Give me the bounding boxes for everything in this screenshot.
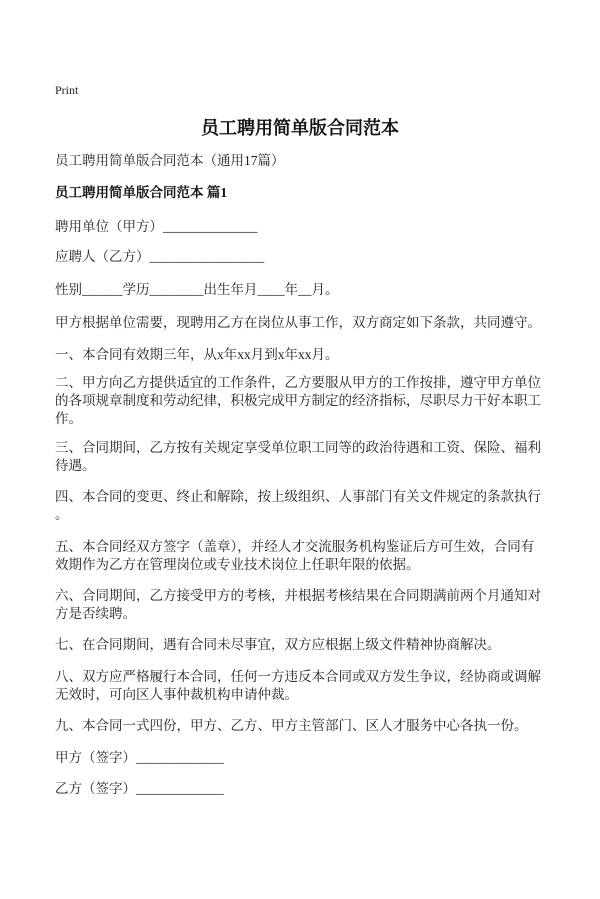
- document-title: 员工聘用简单版合同范本: [201, 118, 399, 138]
- clause-2: [55, 374, 541, 428]
- clause-line: 六、合同期间，乙方接受甲方的考核，并根据考核结果在合同期满前两个月通知对: [55, 588, 541, 603]
- clause-line: 。: [55, 507, 69, 522]
- clause-line: 效期作为乙方在管理岗位或专业技术岗位上任职年限的依据。: [55, 557, 420, 572]
- section-heading: 员工聘用简单版合同范本 篇1: [55, 185, 228, 200]
- clause-line: 九、本合同一式四份，甲方、乙方、甲方主管部门、区人才服务中心各执一份。: [55, 718, 528, 733]
- intro-paragraph: 甲方根据单位需要，现聘用乙方在岗位从事工作，双方商定如下条款，共同遵守。: [55, 315, 541, 330]
- clause-line: 三、合同期间，乙方按有关规定享受单位职工同等的政治待遇和工资、保险、福利: [55, 440, 541, 455]
- personal-info-line: 性别______学历________出生年月____年__月。: [55, 282, 339, 297]
- clause-line: 四、本合同的变更、终止和解除，按上级组织、人事部门有关文件规定的条款执行: [55, 489, 541, 504]
- clause-line: 一、本合同有效期三年，从x年xx月到x年xx月。: [55, 347, 339, 362]
- clause-4: [55, 488, 541, 524]
- employer-field-line: 聘用单位（甲方）______________: [55, 219, 258, 234]
- clause-line: 无效时，可向区人事仲裁机构申请仲裁。: [55, 687, 298, 702]
- clause-line: 方是否续聘。: [55, 606, 136, 621]
- clause-line: 待遇。: [55, 458, 96, 473]
- document-subtitle: 员工聘用简单版合同范本（通用17篇）: [55, 153, 285, 168]
- clause-line: 二、甲方向乙方提供适宜的工作条件，乙方要服从甲方的工作按排，遵守甲方单位: [55, 375, 541, 390]
- clause-8: [55, 668, 541, 704]
- clause-6: [55, 587, 541, 623]
- clause-1: [55, 346, 339, 364]
- clause-line: 五、本合同经双方签字（盖章），并经人才交流服务机构鉴证后方可生效，合同有: [55, 539, 535, 554]
- clause-3: [55, 439, 541, 475]
- print-link[interactable]: Print: [55, 83, 79, 97]
- party-a-signature-line: 甲方（签字）_____________: [55, 750, 224, 765]
- applicant-field-line: 应聘人（乙方）_________________: [55, 249, 265, 264]
- clause-line: 八、双方应严格履行本合同，任何一方违反本合同或双方发生争议，经协商或调解: [55, 669, 541, 684]
- clause-9: [55, 717, 528, 735]
- party-b-signature-line: 乙方（签字）_____________: [55, 781, 224, 796]
- clause-line: 作。: [55, 411, 82, 426]
- clause-7: [55, 636, 501, 654]
- clause-line: 的各项规章制度和劳动纪律，积极完成甲方制定的经济指标，尽职尽力干好本职工: [55, 393, 541, 408]
- clause-5: [55, 538, 534, 574]
- clause-line: 七、在合同期间，遇有合同未尽事宜，双方应根据上级文件精神协商解决。: [55, 637, 501, 652]
